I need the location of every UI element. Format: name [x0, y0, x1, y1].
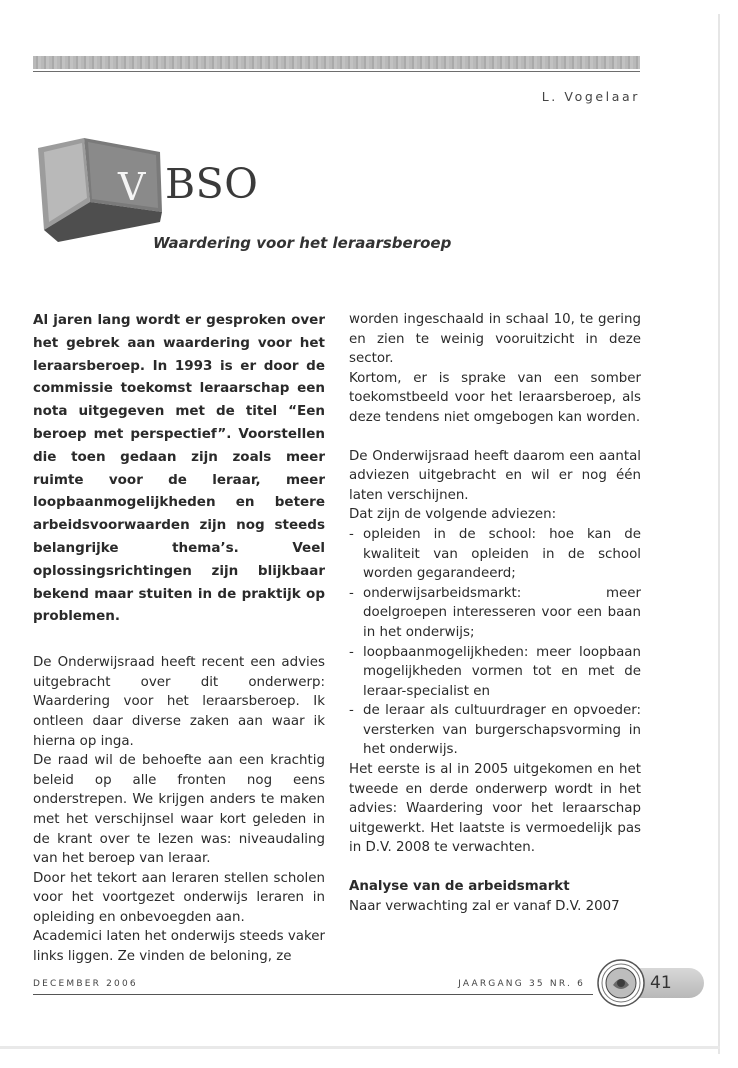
body-paragraph: Dat zijn de volgende adviezen: — [349, 507, 557, 523]
left-column — [33, 309, 325, 967]
logo-text: BSO — [165, 160, 259, 208]
right-column — [349, 310, 641, 917]
logo-letter: V — [118, 165, 146, 209]
section-heading: Analyse van de arbeidsmarkt — [349, 879, 570, 895]
list-item: - opleiden in de school: hoe kan de kwaliteit van opleiden in de school worden gegarandeerd; — [349, 526, 641, 582]
list-item: - onderwijsarbeidsmarkt: meer doelgroepen interesseren voor een baan in het onderwijs; — [349, 585, 641, 640]
list-item: - loopbaanmogelijkheden: meer loopbaan mogelijkheden vormen tot en met de leraar-specialist en — [349, 644, 641, 699]
book-logo-icon — [34, 130, 164, 242]
footer-rule — [33, 994, 593, 995]
body-paragraph: Academici laten het onderwijs steeds vaker links liggen. Ze vinden de beloning, ze — [33, 929, 325, 965]
page-number: 41 — [650, 973, 672, 993]
body-paragraph: worden ingeschaald in schaal 10, te gering en zien te weinig vooruitzicht in deze sector. — [349, 312, 641, 367]
page-edge — [718, 14, 720, 1054]
body-paragraph: De Onderwijsraad heeft recent een advies uitgebracht over dit onderwerp: Waardering voor het leraarsberoep. Ik ontleen daar diverse zaken aan waar ik hierna op inga. — [33, 655, 325, 749]
article-subtitle: Waardering voor het leraarsberoep — [153, 234, 452, 252]
page-bottom-edge — [0, 1046, 720, 1049]
header-band — [33, 56, 640, 69]
body-paragraph: Door het tekort aan leraren stellen scholen voor het voortgezet onderwijs leraren in opleiding en onbevoegden aan. — [33, 870, 325, 925]
body-paragraph: De Onderwijsraad heeft daarom een aantal adviezen uitgebracht en wil er nog één laten verschijnen. — [349, 448, 641, 503]
list-item: - de leraar als cultuurdrager en opvoeder: versterken van burgerschapsvorming in het onderwijs. — [349, 703, 641, 758]
advice-list — [349, 525, 641, 760]
seal-icon — [597, 959, 645, 1007]
footer-date: DECEMBER 2006 — [33, 979, 138, 989]
body-paragraph: Naar verwachting zal er vanaf D.V. 2007 — [349, 899, 620, 915]
body-paragraph: Kortom, er is sprake van een somber toekomstbeeld voor het leraarsberoep, als deze tendens niet omgebogen kan worden. — [349, 370, 641, 425]
body-paragraph: De raad wil de behoefte aan een krachtig beleid op alle fronten nog eens onderstrepen. We krijgen anders te maken met het verschijnsel waar kort geleden in de krant over te lezen was: niveaudaling van het beroep van leraar. — [33, 753, 325, 867]
header-rule — [33, 71, 640, 72]
footer-volume: JAARGANG 35 NR. 6 — [458, 979, 585, 989]
body-paragraph: Het eerste is al in 2005 uitgekomen en het tweede en derde onderwerp wordt in het advies: Waardering voor het leraarschap uitgewerkt. Het laatste is vermoedelijk pas in D.V. 2008 te verwachten. — [349, 762, 641, 856]
intro-paragraph: Al jaren lang wordt er gesproken over het gebrek aan waardering voor het leraarsberoep. In 1993 is er door de commissie toekomst leraarschap een nota uitgegeven met de titel “Een beroep met perspectief”. Voorstellen die toen gedaan zijn zoals meer ruimte voor de leraar, meer loopbaanmogelijkheden en betere arbeidsvoorwaarden zijn nog steeds belangrijke thema’s. Veel oplossingsrichtingen zijn blijkbaar bekend maar stuiten in de praktijk op problemen. — [33, 312, 325, 625]
author-name: L. Vogelaar — [541, 89, 640, 104]
